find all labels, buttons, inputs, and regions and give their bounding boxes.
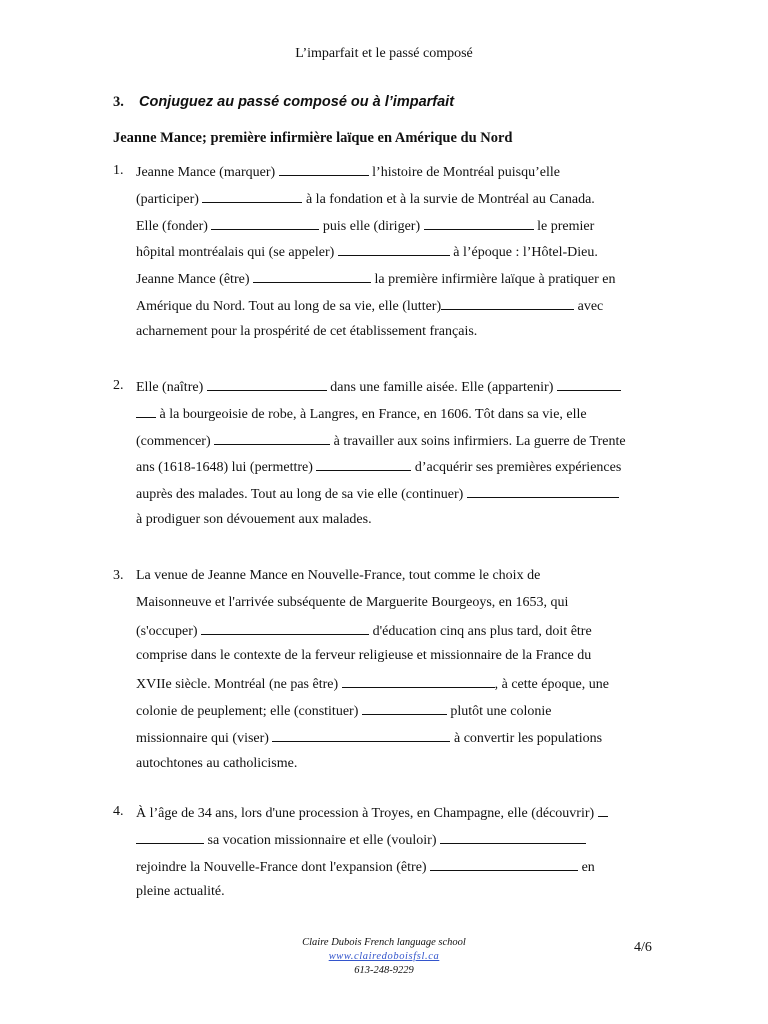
text-line bbox=[136, 568, 540, 584]
text-line bbox=[136, 163, 560, 181]
answer-blank[interactable] bbox=[207, 378, 327, 391]
exercise-instruction: Conjuguez au passé composé ou à l’imparfait bbox=[139, 94, 455, 110]
answer-blank[interactable] bbox=[201, 622, 369, 635]
paragraph-number: 2. bbox=[113, 378, 124, 393]
line-text: en bbox=[578, 859, 595, 875]
line-text: missionnaire qui (viser) bbox=[136, 730, 273, 746]
line-text: la première infirmière laïque à pratiquer en bbox=[370, 272, 616, 288]
line-text: Elle (fonder) bbox=[136, 218, 212, 234]
website-link[interactable]: www.clairedoboisfsl.ca bbox=[328, 951, 440, 962]
line-text: à la fondation et à la survie de Montréal au Canada. bbox=[302, 191, 595, 207]
line-text: à l’époque : l’Hôtel-Dieu. bbox=[449, 245, 598, 261]
text-line bbox=[136, 190, 595, 208]
text-line bbox=[136, 595, 568, 611]
paragraph-number: 4. bbox=[113, 804, 124, 819]
answer-blank[interactable] bbox=[272, 729, 450, 742]
line-text: hôpital montréalais qui (se appeler) bbox=[136, 245, 338, 261]
line-text: , à cette époque, une bbox=[494, 677, 609, 693]
line-text: auprès des malades. Tout au long de sa vie elle (continuer) bbox=[136, 487, 467, 503]
line-text: colonie de peuplement; elle (constituer) bbox=[136, 704, 362, 719]
line-text: rejoindre la Nouvelle-France dont l'expansion (être) bbox=[136, 859, 431, 875]
exercise-number: 3. bbox=[113, 94, 124, 110]
answer-blank[interactable] bbox=[214, 432, 330, 445]
paragraph-number: 1. bbox=[113, 163, 124, 178]
line-text: pleine actualité. bbox=[136, 884, 225, 900]
answer-blank[interactable] bbox=[202, 190, 302, 203]
phone-number: 613-248-9229 bbox=[354, 965, 414, 976]
line-text: à la bourgeoisie de robe, à Langres, en France, en 1606. Tôt dans sa vie, elle bbox=[156, 406, 587, 422]
answer-blank[interactable] bbox=[441, 297, 574, 310]
text-line bbox=[136, 432, 626, 450]
line-text: plutôt une colonie bbox=[446, 704, 552, 719]
line-text: Jeanne Mance (être) bbox=[136, 272, 253, 288]
line-text: d’acquérir ses premières expériences bbox=[411, 460, 622, 476]
text-line bbox=[136, 756, 297, 772]
text-line bbox=[136, 884, 225, 900]
answer-blank[interactable] bbox=[136, 405, 156, 418]
answer-blank[interactable] bbox=[279, 163, 369, 176]
line-text: le premier bbox=[533, 218, 595, 234]
line-text: autochtones au catholicisme. bbox=[136, 755, 298, 771]
line-text: (participer) bbox=[136, 191, 203, 207]
text-line bbox=[136, 405, 587, 423]
page-number: 4/6 bbox=[634, 940, 652, 955]
line-text: ans (1618-1648) lui (permettre) bbox=[136, 460, 317, 476]
line-text: Elle (naître) bbox=[136, 380, 207, 395]
line-text: Amérique du Nord. Tout au long de sa vie, elle (lutter) bbox=[136, 299, 442, 314]
line-text: à travailler aux soins infirmiers. La guerre de Trente bbox=[330, 433, 626, 449]
line-text: sa vocation missionnaire et elle (vouloir) bbox=[204, 832, 440, 848]
text-line bbox=[136, 729, 602, 747]
text-line bbox=[136, 648, 591, 664]
answer-blank[interactable] bbox=[440, 831, 586, 844]
text-line bbox=[136, 512, 372, 528]
line-text: La venue de Jeanne Mance en Nouvelle-France, tout comme le choix de bbox=[136, 568, 541, 583]
text-line bbox=[136, 485, 619, 503]
text-line bbox=[136, 831, 586, 849]
line-text: comprise dans le contexte de la ferveur religieuse et missionnaire de la France du bbox=[136, 648, 592, 664]
text-line bbox=[136, 378, 621, 396]
text-line bbox=[136, 858, 595, 876]
document-title: L’imparfait et le passé composé bbox=[295, 46, 473, 61]
line-text: d'éducation cinq ans plus tard, doit être bbox=[369, 623, 592, 639]
line-text: À l’âge de 34 ans, lors d'une procession à Troyes, en Champagne, elle (découvrir) bbox=[136, 806, 598, 821]
line-text: dans une famille aisée. Elle (appartenir) bbox=[326, 380, 557, 395]
text-line bbox=[136, 243, 598, 261]
line-text: puis elle (diriger) bbox=[319, 218, 424, 234]
line-text: Jeanne Mance (marquer) bbox=[136, 165, 279, 180]
text-line bbox=[136, 324, 477, 340]
line-text: (commencer) bbox=[136, 433, 215, 449]
answer-blank[interactable] bbox=[342, 675, 495, 688]
answer-blank[interactable] bbox=[557, 378, 621, 391]
text-line bbox=[136, 458, 621, 476]
text-line bbox=[136, 804, 608, 822]
line-text: avec bbox=[574, 299, 604, 314]
answer-blank[interactable] bbox=[316, 458, 411, 471]
line-text: XVIIe siècle. Montréal (ne pas être) bbox=[136, 677, 342, 693]
paragraph-number: 3. bbox=[113, 568, 124, 583]
line-text: l’histoire de Montréal puisqu’elle bbox=[368, 165, 560, 180]
answer-blank[interactable] bbox=[598, 804, 608, 817]
text-line bbox=[136, 217, 594, 235]
line-text: Maisonneuve et l'arrivée subséquente de Marguerite Bourgeoys, en 1653, qui bbox=[136, 594, 569, 610]
school-name: Claire Dubois French language school bbox=[302, 937, 466, 948]
answer-blank[interactable] bbox=[467, 485, 619, 498]
text-line bbox=[136, 702, 551, 720]
line-text: à prodiguer son dévouement aux malades. bbox=[136, 512, 372, 527]
answer-blank[interactable] bbox=[136, 831, 204, 844]
text-line bbox=[136, 675, 609, 693]
answer-blank[interactable] bbox=[253, 270, 371, 283]
answer-blank[interactable] bbox=[362, 702, 447, 715]
text-line bbox=[136, 622, 592, 640]
answer-blank[interactable] bbox=[424, 217, 534, 230]
line-text: à convertir les populations bbox=[450, 730, 603, 746]
text-line bbox=[136, 297, 603, 315]
line-text: (s'occuper) bbox=[136, 623, 202, 639]
text-line bbox=[136, 270, 615, 288]
exercise-heading bbox=[113, 94, 454, 111]
footer bbox=[0, 936, 768, 978]
line-text: acharnement pour la prospérité de cet établissement français. bbox=[136, 323, 478, 339]
text-title: Jeanne Mance; première infirmière laïque en Amérique du Nord bbox=[113, 130, 513, 146]
answer-blank[interactable] bbox=[430, 858, 578, 871]
answer-blank[interactable] bbox=[211, 217, 319, 230]
answer-blank[interactable] bbox=[338, 243, 450, 256]
